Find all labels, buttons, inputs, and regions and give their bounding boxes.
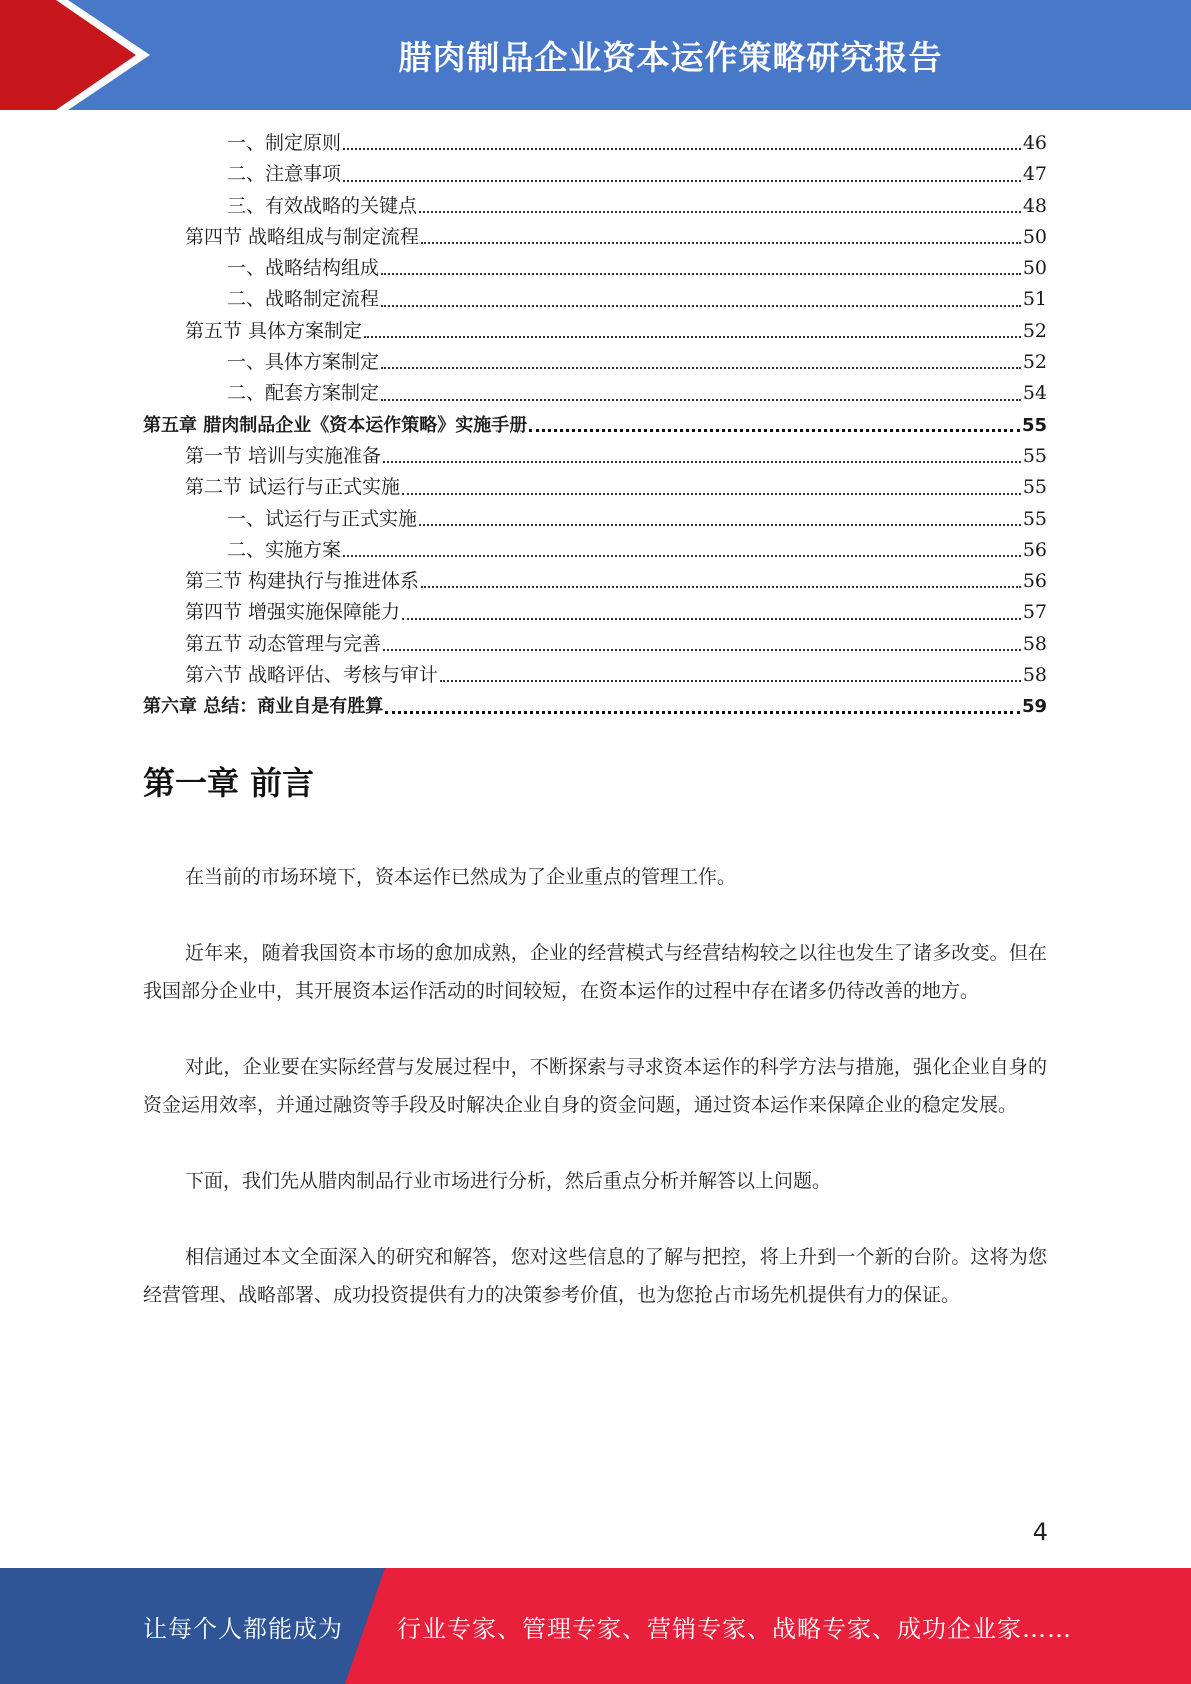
toc-dot-leader: [402, 493, 1021, 495]
toc-dot-leader: [529, 429, 1020, 432]
toc-entry-title: 第四节 战略组成与制定流程: [185, 225, 420, 248]
toc-entry-title: 第六节 战略评估、考核与审计: [185, 664, 439, 687]
toc-entry-page: 59: [1021, 696, 1047, 718]
toc-entry[interactable]: [143, 691, 1047, 722]
paragraph: 近年来，随着我国资本市场的愈加成熟，企业的经营模式与经营结构较之以往也发生了诸多改变。但在我国部分企业中，其开展资本运作活动的时间较短，在资本运作的过程中存在诸多仍待改善的地方。: [143, 942, 1047, 1002]
toc-dot-leader: [402, 618, 1021, 620]
red-chevron-logo: [0, 0, 160, 110]
toc-dot-leader: [440, 680, 1021, 682]
chapter-title: 第一章 前言: [143, 764, 315, 802]
footer-slogan-left: 让每个人都能成为: [143, 1614, 343, 1643]
toc-entry[interactable]: [143, 629, 1047, 660]
toc-entry[interactable]: [143, 566, 1047, 597]
chapter-body: [143, 858, 1047, 1352]
toc-entry-title: 二、战略制定流程: [227, 288, 380, 311]
toc-entry-title: 第五章 腊肉制品企业《资本运作策略》实施手册: [143, 414, 528, 436]
toc-entry[interactable]: [143, 504, 1047, 535]
page-footer: [0, 1568, 1191, 1684]
toc-entry-title: 第五节 具体方案制定: [185, 319, 363, 342]
toc-entry-title: 二、实施方案: [227, 538, 342, 561]
toc-entry-page: 48: [1022, 194, 1047, 217]
toc-entry[interactable]: [143, 441, 1047, 472]
toc-dot-leader: [343, 148, 1021, 150]
toc-entry-page: 50: [1022, 257, 1047, 280]
toc-entry[interactable]: [143, 597, 1047, 628]
toc-entry-title: 三、有效战略的关键点: [227, 194, 418, 217]
paragraph: 对此，企业要在实际经营与发展过程中，不断探索与寻求资本运作的科学方法与措施，强化企业自身的资金运用效率，并通过融资等手段及时解决企业自身的资金问题，通过资本运作来保障企业的稳定发展。: [143, 1056, 1047, 1116]
paragraph: 相信通过本文全面深入的研究和解答，您对这些信息的了解与把控，将上升到一个新的台阶。这将为您经营管理、战略部署、成功投资提供有力的决策参考价值，也为您抢占市场先机提供有力的保证。: [143, 1246, 1047, 1306]
toc-entry-page: 57: [1022, 601, 1047, 624]
toc-dot-leader: [343, 180, 1021, 182]
toc-entry-page: 55: [1021, 414, 1047, 436]
toc-entry-title: 一、试运行与正式实施: [227, 507, 418, 530]
toc-entry-title: 第六章 总结：商业自是有胜算: [143, 696, 384, 718]
toc-dot-leader: [381, 305, 1021, 307]
toc-entry-page: 55: [1022, 476, 1047, 499]
toc-entry-title: 一、制定原则: [227, 132, 342, 154]
toc-dot-leader: [383, 461, 1021, 463]
toc-dot-leader: [421, 586, 1021, 588]
toc-dot-leader: [343, 555, 1021, 557]
toc-entry[interactable]: [143, 159, 1047, 190]
toc-entry-page: 54: [1022, 382, 1047, 405]
paragraph: 在当前的市场环境下，资本运作已然成为了企业重点的管理工作。: [185, 866, 737, 888]
toc-entry-title: 第五节 动态管理与完善: [185, 632, 382, 655]
toc-dot-leader: [381, 367, 1021, 369]
toc-entry-title: 第三节 构建执行与推进体系: [185, 570, 420, 593]
toc-entry-page: 58: [1022, 632, 1047, 655]
toc-entry-page: 55: [1022, 507, 1047, 530]
toc-entry-page: 52: [1022, 351, 1047, 374]
toc-entry-title: 二、配套方案制定: [227, 382, 380, 405]
toc-dot-leader: [419, 524, 1021, 526]
toc-entry-title: 一、战略结构组成: [227, 257, 380, 280]
toc-dot-leader: [364, 336, 1021, 338]
toc-entry-title: 第二节 试运行与正式实施: [185, 476, 401, 499]
toc-entry-title: 第四节 增强实施保障能力: [185, 601, 401, 624]
toc-entry-page: 58: [1022, 664, 1047, 687]
toc-entry[interactable]: [143, 472, 1047, 503]
toc-entry-page: 50: [1022, 225, 1047, 248]
table-of-contents: [143, 128, 1047, 723]
toc-entry[interactable]: [143, 284, 1047, 315]
toc-entry-title: 第一节 培训与实施准备: [185, 444, 382, 467]
toc-entry[interactable]: [143, 378, 1047, 409]
toc-entry-page: 51: [1022, 288, 1047, 311]
report-title: 腊肉制品企业资本运作策略研究报告: [398, 37, 943, 77]
toc-entry[interactable]: [143, 222, 1047, 253]
toc-entry-title: 一、具体方案制定: [227, 351, 380, 374]
toc-dot-leader: [381, 399, 1021, 401]
toc-entry-page: 46: [1022, 132, 1047, 154]
toc-dot-leader: [383, 649, 1021, 651]
toc-entry[interactable]: [143, 660, 1047, 691]
toc-entry-page: 56: [1022, 570, 1047, 593]
toc-dot-leader: [381, 273, 1021, 275]
toc-entry[interactable]: [143, 535, 1047, 566]
toc-entry-page: 56: [1022, 538, 1047, 561]
paragraph: 下面，我们先从腊肉制品行业市场进行分析，然后重点分析并解答以上问题。: [185, 1170, 832, 1192]
toc-dot-leader: [419, 211, 1021, 213]
toc-entry[interactable]: [143, 410, 1047, 441]
toc-entry-page: 55: [1022, 444, 1047, 467]
toc-entry[interactable]: [143, 253, 1047, 284]
toc-entry[interactable]: [143, 191, 1047, 222]
footer-slogan-right: 行业专家、管理专家、营销专家、战略专家、成功企业家……: [397, 1614, 1072, 1643]
toc-entry[interactable]: [143, 128, 1047, 159]
toc-entry-page: 47: [1022, 163, 1047, 186]
toc-dot-leader: [385, 711, 1020, 714]
toc-entry[interactable]: [143, 347, 1047, 378]
toc-dot-leader: [421, 242, 1021, 244]
toc-entry-page: 52: [1022, 319, 1047, 342]
page-number: 4: [1032, 1518, 1048, 1546]
toc-entry-title: 二、注意事项: [227, 163, 342, 186]
page-header: [0, 0, 1191, 110]
toc-entry[interactable]: [143, 316, 1047, 347]
